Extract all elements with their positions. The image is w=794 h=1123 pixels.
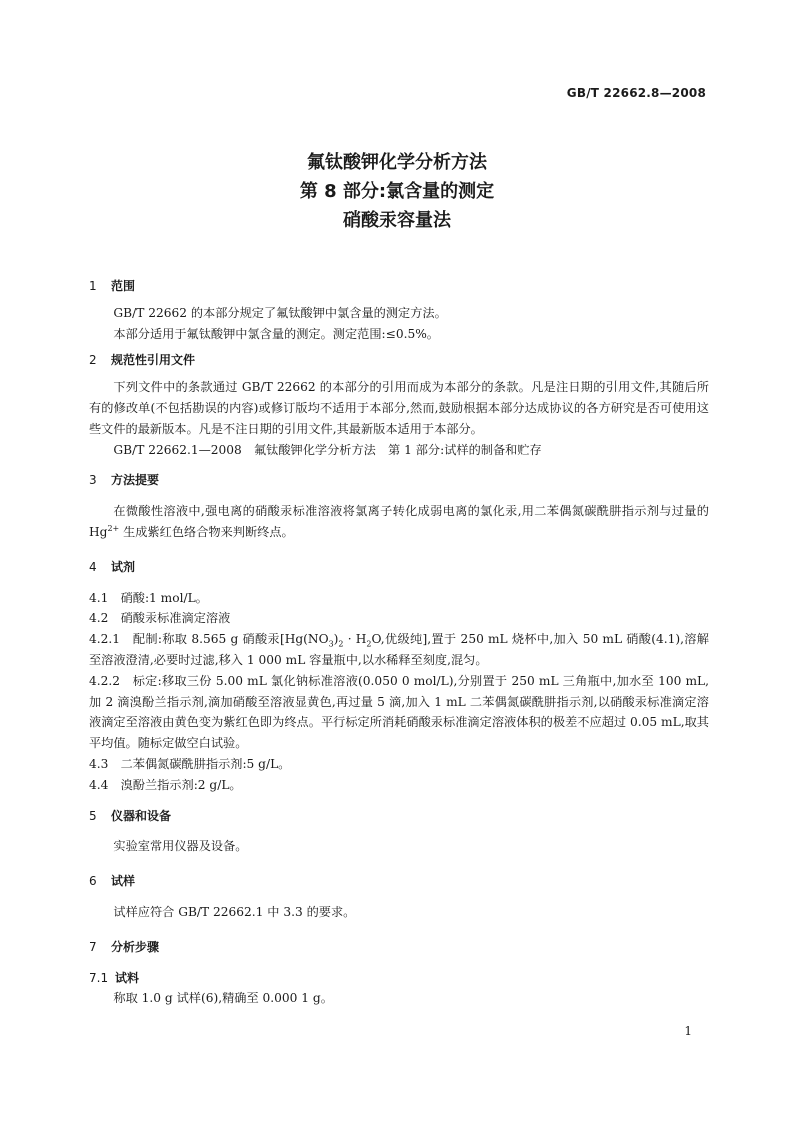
section-7-heading	[89, 937, 709, 958]
text-run: 在微酸性溶液中,强电离的硝酸汞标准溶液将氯离子转化成弱电离的氯化汞,用二苯偶氮碳酰肼指示剂与过量的 Hg	[89, 504, 709, 539]
text-run: 生成紫红色络合物来判断终点。	[119, 524, 294, 539]
page-number: 1	[684, 1024, 692, 1038]
standard-code: GB/T 22662.8—2008	[566, 86, 706, 100]
section-title: 规范性引用文件	[111, 353, 196, 368]
section-3-heading	[89, 470, 709, 491]
section-number: 3	[89, 473, 97, 488]
title-line-2: 第 8 部分:氯含量的测定	[299, 181, 495, 202]
subscript: 2	[338, 639, 344, 649]
superscript: 2+	[107, 523, 120, 533]
item-4-2-1	[89, 629, 709, 671]
section-1-paragraph-1: GB/T 22662 的本部分规定了氟钛酸钾中氯含量的测定方法。	[113, 305, 447, 320]
section-title: 范围	[111, 279, 136, 293]
subsection-7-1-paragraph-1: 称取 1.0 g 试样(6),精确至 0.000 1 g。	[113, 991, 333, 1006]
section-1-heading	[89, 276, 709, 297]
item-4-2-2: 4.2.2 标定:移取三份 5.00 mL 氯化钠标准溶液(0.050 0 mol/L),分别置于 250 mL 三角瓶中,加水至 100 mL,加 2 滴溴酚兰指示剂,滴加硝酸至溶液显黄色,再过量 5 滴,加入 1 mL 二苯偶氮碳酰肼指示剂,以硝酸汞标准滴定溶液滴定至溶液由黄色变为紫红色即为终点。平行标定所消耗硝酸汞标准滴定溶液体积的极差不应超过 0.05 mL,取其平均值。随标定做空白试验。	[89, 673, 709, 751]
subsection-title: 试料	[115, 970, 140, 985]
section-number: 5	[89, 808, 97, 823]
title-line-3: 硝酸汞容量法	[343, 210, 451, 231]
section-5-paragraph-1: 实验室常用仪器及设备。	[113, 839, 248, 854]
document-body	[89, 276, 709, 1009]
section-title: 仪器和设备	[111, 808, 172, 823]
section-5-heading	[89, 806, 709, 827]
section-number: 2	[89, 353, 97, 368]
text-run: )	[333, 632, 339, 647]
section-2-paragraph-1: 下列文件中的条款通过 GB/T 22662 的本部分的引用而成为本部分的条款。凡是注日期的引用文件,其随后所有的修改单(不包括勘误的内容)或修订版均不适用于本部分,然而,鼓励根据本部分达成协议的各方研究是否可使用这些文件的最新版本。凡是不注日期的引用文件,其最新版本适用于本部分。	[89, 380, 709, 436]
item-4-2: 4.2 硝酸汞标准滴定溶液	[89, 611, 231, 626]
section-2-heading	[89, 350, 709, 371]
section-4-heading	[89, 557, 709, 578]
subsection-7-1-heading	[89, 968, 709, 989]
section-1-paragraph-2: 本部分适用于氟钛酸钾中氯含量的测定。测定范围:≤0.5%。	[113, 326, 439, 341]
section-number: 1	[89, 279, 97, 293]
section-title: 方法提要	[111, 473, 160, 488]
item-4-4: 4.4 溴酚兰指示剂:2 g/L。	[89, 777, 242, 792]
item-4-1: 4.1 硝酸:1 mol/L。	[89, 590, 208, 605]
item-4-3: 4.3 二苯偶氮碳酰肼指示剂:5 g/L。	[89, 756, 291, 771]
section-title: 试剂	[111, 559, 136, 574]
section-title: 分析步骤	[111, 939, 160, 954]
section-6-heading	[89, 871, 709, 892]
section-number: 4	[89, 559, 97, 574]
text-run: · H	[343, 632, 367, 647]
section-2-reference: GB/T 22662.1—2008 氟钛酸钾化学分析方法 第 1 部分:试样的制备和贮存	[113, 442, 542, 457]
section-title: 试样	[111, 874, 136, 889]
subscript: 3	[328, 639, 334, 649]
section-6-paragraph-1: 试样应符合 GB/T 22662.1 中 3.3 的要求。	[113, 904, 356, 919]
section-3-paragraph-1	[89, 501, 709, 543]
title-line-1: 氟钛酸钾化学分析方法	[307, 152, 487, 173]
section-number: 7	[89, 939, 97, 954]
subsection-number: 7.1	[89, 970, 109, 985]
subscript: 2	[366, 639, 372, 649]
section-number: 6	[89, 874, 97, 889]
text-run: O,优级纯],置于 250 mL 烧杯中,加入 50 mL 硝酸(4.1),溶解至溶液澄清,必要时过滤,移入 1 000 mL 容量瓶中,以水稀释至刻度,混匀。	[89, 632, 709, 667]
document-title	[0, 148, 794, 235]
text-run: 4.2.1 配制:称取 8.565 g 硝酸汞[Hg(NO	[89, 632, 329, 647]
